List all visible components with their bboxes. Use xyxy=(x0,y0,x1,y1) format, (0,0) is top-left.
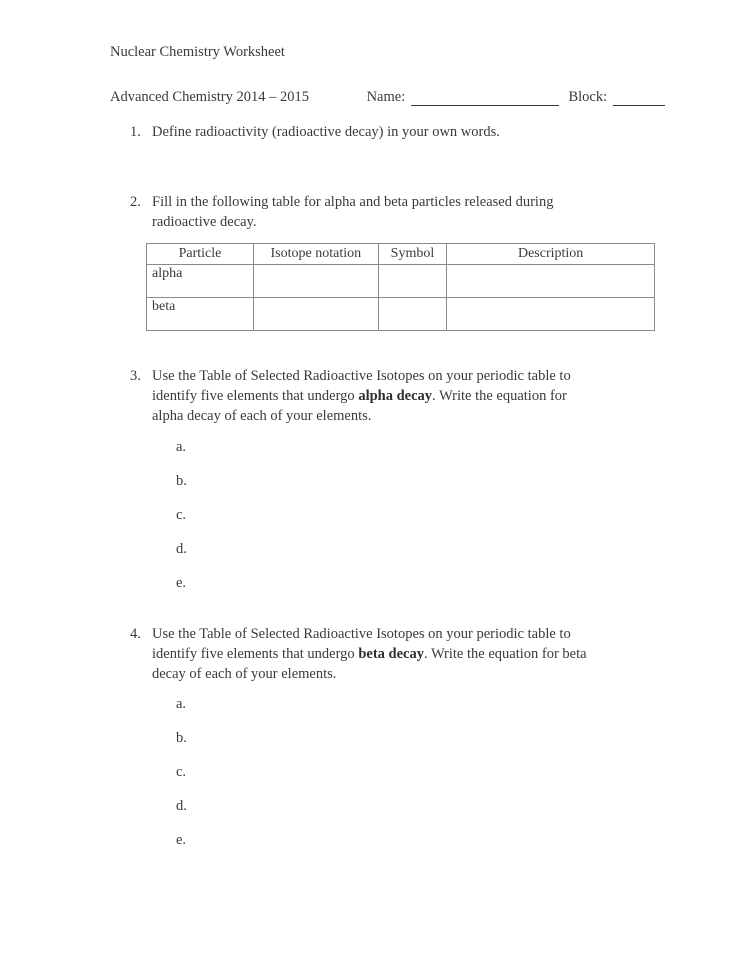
question-3-answer-d[interactable]: d. xyxy=(176,541,187,557)
question-2-number: 2. xyxy=(130,194,141,210)
cell-particle-beta xyxy=(147,298,254,331)
question-1-text: Define radioactivity (radioactive decay) in your own words. xyxy=(152,124,500,140)
table-row xyxy=(147,265,655,298)
block-blank-field[interactable] xyxy=(613,93,665,106)
question-3-answer-list xyxy=(176,437,187,607)
question-4-line-2-post: . Write the equation for beta xyxy=(423,646,587,662)
cell-symbol-beta-text xyxy=(379,298,447,299)
question-3-line-1: Use the Table of Selected Radioactive Isotopes on your periodic table to xyxy=(152,368,571,384)
question-4-answer-e[interactable]: e. xyxy=(176,832,187,848)
question-4-text xyxy=(152,624,645,684)
cell-description-alpha[interactable] xyxy=(447,265,655,298)
question-3-line-2-post: . Write the equation for xyxy=(432,388,567,404)
question-4-line-1: Use the Table of Selected Radioactive Isotopes on your periodic table to xyxy=(152,626,571,642)
question-3-answer-a[interactable]: a. xyxy=(176,439,187,455)
cell-particle-alpha xyxy=(147,265,254,298)
question-3-number: 3. xyxy=(130,368,141,384)
cell-symbol-alpha[interactable] xyxy=(378,265,447,298)
cell-isotope-alpha-text xyxy=(254,265,378,266)
question-4-line-3: decay of each of your elements. xyxy=(152,666,337,682)
question-2-line-1: Fill in the following table for alpha and beta particles released during xyxy=(152,194,554,210)
question-3-answer-b[interactable]: b. xyxy=(176,473,187,489)
question-3 xyxy=(130,366,620,426)
question-2 xyxy=(130,192,600,232)
question-4-answer-c[interactable]: c. xyxy=(176,764,187,780)
question-3-answer-c[interactable]: c. xyxy=(176,507,187,523)
cell-symbol-beta[interactable] xyxy=(378,298,447,331)
table-header-row xyxy=(147,244,655,265)
course-and-name-line xyxy=(110,88,667,106)
question-4-answer-a[interactable]: a. xyxy=(176,696,187,712)
question-3-line-2-pre: identify five elements that undergo xyxy=(152,388,359,404)
question-4-answer-b[interactable]: b. xyxy=(176,730,187,746)
question-4 xyxy=(130,624,645,684)
question-1 xyxy=(130,122,600,142)
question-4-number: 4. xyxy=(130,626,141,642)
question-1-number: 1. xyxy=(130,124,141,140)
question-4-line-2-pre: identify five elements that undergo xyxy=(152,646,359,662)
block-label: Block: xyxy=(568,89,608,105)
question-4-answer-d[interactable]: d. xyxy=(176,798,187,814)
cell-description-alpha-text xyxy=(447,265,654,266)
column-header-symbol: Symbol xyxy=(378,244,447,265)
cell-isotope-alpha[interactable] xyxy=(253,265,378,298)
question-2-line-2: radioactive decay. xyxy=(152,214,257,230)
question-4-answer-list xyxy=(176,694,187,864)
page-title: Nuclear Chemistry Worksheet xyxy=(110,44,285,60)
question-3-line-3: alpha decay of each of your elements. xyxy=(152,408,372,424)
course-label: Advanced Chemistry 2014 – 2015 xyxy=(110,89,309,105)
particle-table xyxy=(146,243,655,331)
name-label: Name: xyxy=(366,89,406,105)
cell-isotope-beta-text xyxy=(254,298,378,299)
cell-description-beta[interactable] xyxy=(447,298,655,331)
cell-particle-beta-text: beta xyxy=(152,299,176,314)
cell-isotope-beta[interactable] xyxy=(253,298,378,331)
cell-symbol-alpha-text xyxy=(379,265,447,266)
table-row xyxy=(147,298,655,331)
column-header-particle: Particle xyxy=(147,244,254,265)
cell-particle-alpha-text: alpha xyxy=(152,266,183,281)
question-3-text xyxy=(152,366,620,426)
cell-description-beta-text xyxy=(447,298,654,299)
column-header-isotope-notation: Isotope notation xyxy=(253,244,378,265)
question-4-emphasis-beta-decay: beta decay xyxy=(358,646,424,662)
column-header-description: Description xyxy=(447,244,655,265)
question-2-text xyxy=(152,192,600,232)
question-3-emphasis-alpha-decay: alpha decay xyxy=(358,388,433,404)
name-blank-field[interactable] xyxy=(411,93,559,106)
question-3-answer-e[interactable]: e. xyxy=(176,575,187,591)
